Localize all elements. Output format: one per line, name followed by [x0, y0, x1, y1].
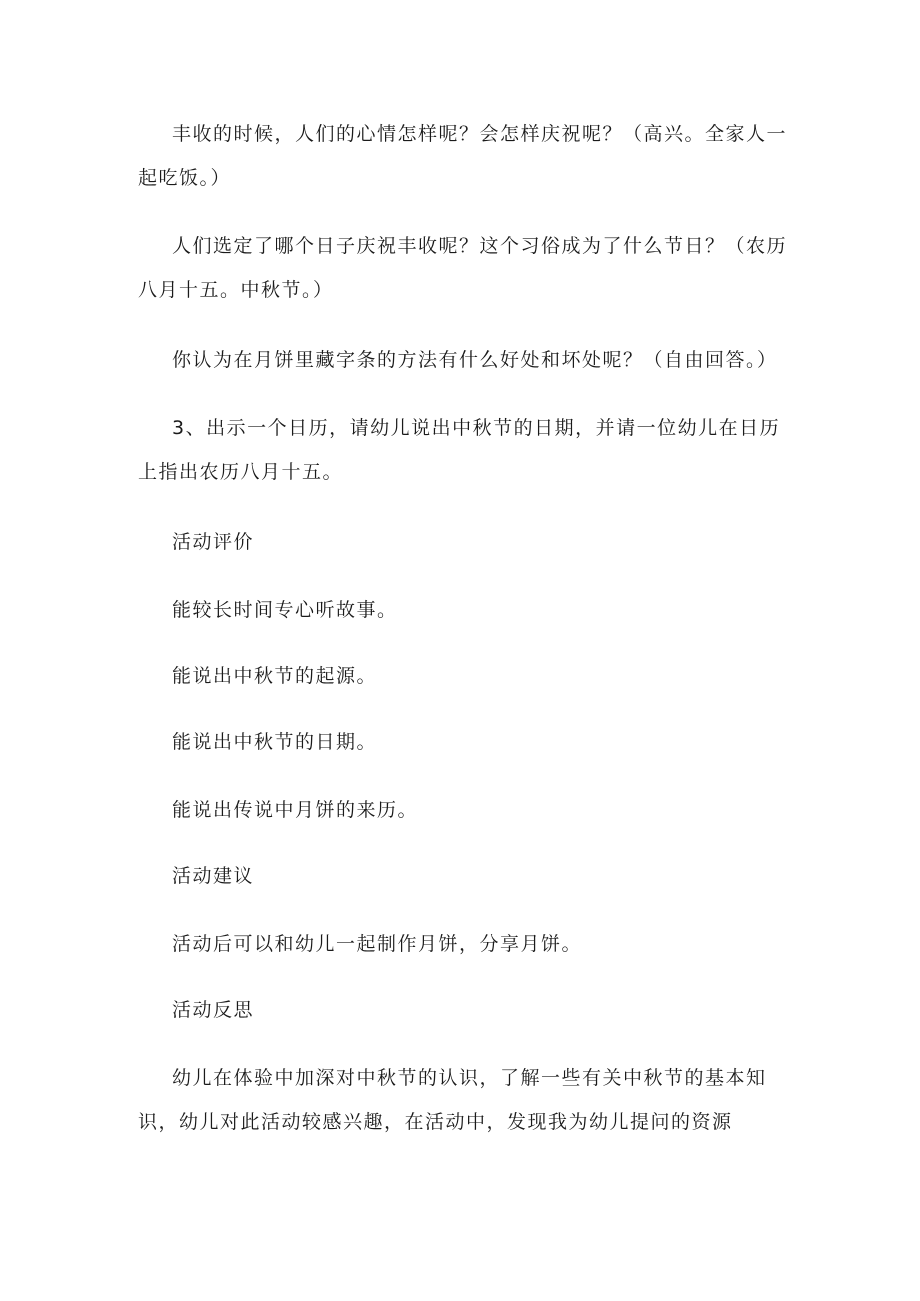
heading-activity-suggestion: 活动建议 [172, 865, 255, 887]
heading-activity-evaluation: 活动评价 [172, 531, 255, 553]
heading-activity-reflection: 活动反思 [172, 999, 255, 1021]
evaluation-item-legend: 能说出传说中月饼的来历。 [172, 799, 419, 821]
paragraph-harvest-day: 人们选定了哪个日子庆祝丰收呢？这个习俗成为了什么节日？（农历八月十五。中秋节。） [138, 235, 788, 301]
suggestion-text: 活动后可以和幼儿一起制作月饼，分享月饼。 [172, 933, 583, 955]
paragraph-mooncake-note: 你认为在月饼里藏字条的方法有什么好处和坏处呢？（自由回答。） [172, 349, 778, 371]
evaluation-item-listen: 能较长时间专心听故事。 [172, 599, 398, 621]
reflection-text: 幼儿在体验中加深对中秋节的认识，了解一些有关中秋节的基本知识，幼儿对此活动较感兴趣，在活动中，发现我为幼儿提问的资源 [138, 1067, 767, 1133]
evaluation-item-origin: 能说出中秋节的起源。 [172, 665, 378, 687]
evaluation-item-date: 能说出中秋节的日期。 [172, 731, 378, 753]
paragraph-calendar-step: 3、出示一个日历，请幼儿说出中秋节的日期，并请一位幼儿在日历上指出农历八月十五。 [138, 417, 781, 483]
paragraph-harvest-mood: 丰收的时候，人们的心情怎样呢？会怎样庆祝呢？（高兴。全家人一起吃饭。） [138, 123, 788, 189]
